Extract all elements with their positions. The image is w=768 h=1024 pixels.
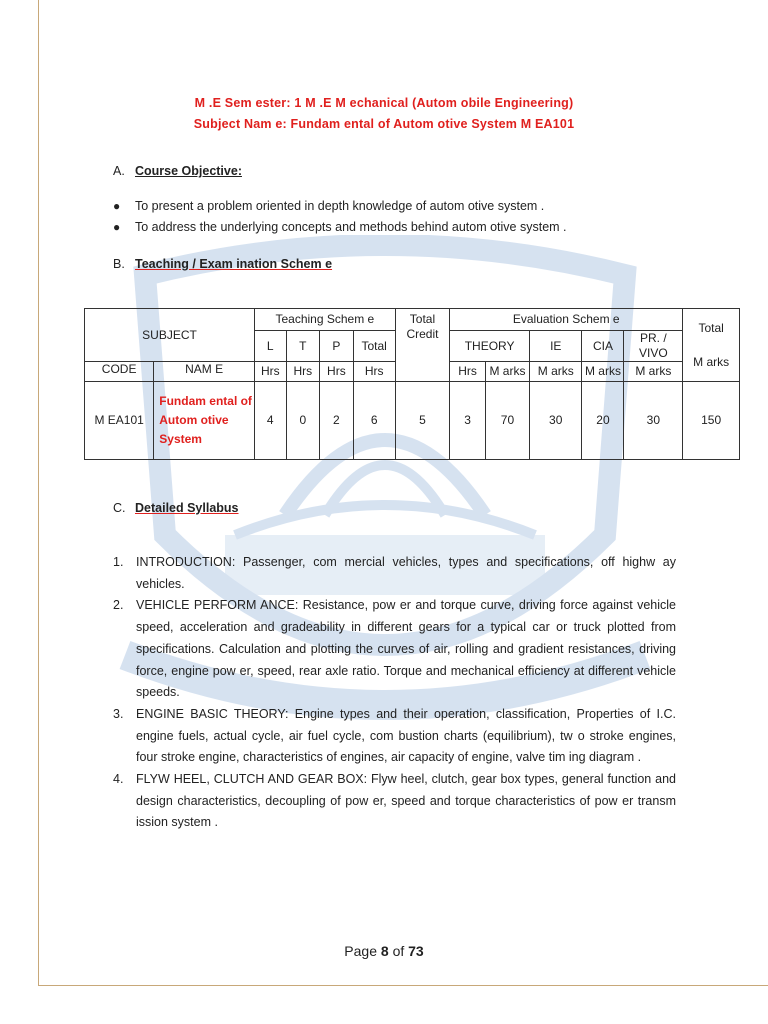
objective-text: To present a problem oriented in depth knowledge of autom otive system . [135, 199, 545, 213]
section-c-title: Detailed Syllabus [135, 501, 239, 515]
row-p: 2 [320, 382, 354, 460]
row-name: Fundam ental of Autom otive System [154, 382, 255, 460]
page-current: 8 [380, 943, 389, 959]
item-text: ENGINE BASIC THEORY: Engine types and their operation, classification, Properties of I.C. engine fuels, actual cycle, air fuel cycle, com bustion charts (equilibrium), tw o stroke engines, four stroke engine, characteristics of engines, air capacity of engine, valve tim ing diagram . [136, 706, 676, 765]
total-marks-header [683, 309, 740, 382]
row-credit: 5 [395, 382, 450, 460]
syllabus-list [113, 552, 676, 834]
row-cia: 20 [582, 382, 624, 460]
page-word: Page [344, 943, 377, 959]
marks-cia: M arks [582, 362, 624, 382]
section-b-heading [113, 257, 332, 271]
list-item [113, 552, 676, 595]
item-number: 2. [113, 598, 124, 613]
col-total: Total [353, 331, 395, 362]
row-ie: 30 [530, 382, 582, 460]
section-b-title: Teaching / Exam ination Schem e [135, 257, 333, 271]
row-code: M EA101 [85, 382, 154, 460]
list-item [113, 704, 676, 769]
row-theory-marks: 70 [485, 382, 529, 460]
col-pr-vivo: PR. / VIVO [624, 331, 683, 362]
col-t: T [286, 331, 320, 362]
bullet-icon: ● [113, 220, 121, 234]
section-a-heading [113, 164, 242, 178]
col-p: P [320, 331, 354, 362]
item-text: FLYW HEEL, CLUTCH AND GEAR BOX: Flyw heel, clutch, gear box types, general function and design characteristics, decoupling of pow er, speed and torque characteristics of pow er transm ission system . [136, 772, 676, 830]
hrs-p: Hrs [320, 362, 354, 382]
page-footer [0, 943, 768, 959]
code-header: CODE [85, 362, 154, 382]
header-line-1: M .E Sem ester: 1 M .E M echanical (Autom obile Engineering) [194, 96, 574, 110]
bullet-icon: ● [113, 199, 121, 213]
col-l: L [255, 331, 286, 362]
item-number: 3. [113, 706, 124, 721]
evaluation-scheme-header: Evaluation Schem e [450, 309, 683, 331]
subject-header: SUBJECT [85, 309, 255, 362]
hrs-l: Hrs [255, 362, 286, 382]
section-a-letter: A. [113, 164, 125, 178]
list-item [113, 196, 567, 217]
marks-pr: M arks [624, 362, 683, 382]
row-t: 0 [286, 382, 320, 460]
item-number: 4. [113, 772, 124, 787]
hrs-t: Hrs [286, 362, 320, 382]
list-item [113, 595, 676, 704]
row-theory-hrs: 3 [450, 382, 486, 460]
col-theory: THEORY [450, 331, 530, 362]
item-number: 1. [113, 555, 124, 569]
teaching-scheme-header: Teaching Schem e [255, 309, 396, 331]
section-b-letter: B. [113, 257, 125, 271]
list-item [113, 217, 567, 238]
col-cia: CIA [582, 331, 624, 362]
row-total: 6 [353, 382, 395, 460]
total-label: Total [698, 320, 724, 335]
total-credit-header: Total Credit [395, 309, 450, 382]
hrs-total: Hrs [353, 362, 395, 382]
name-header: NAM E [154, 362, 255, 382]
item-text: INTRODUCTION: Passenger, com mercial vehicles, types and specifications, off highw ay vehicles. [136, 555, 676, 591]
table-row [85, 382, 740, 460]
section-c-heading [113, 501, 239, 515]
row-l: 4 [255, 382, 286, 460]
list-item [113, 769, 676, 834]
item-text: VEHICLE PERFORM ANCE: Resistance, pow er and torque curve, driving force against vehicle speed, acceleration and gradeability in different gears for a typical car or truck plotted from specifications. Calculation and plotting the curves of air, rolling and gradient resistances, driving force, engine pow er, speed, rear axle ratio. Torque and mechanical efficiency at different vehicle speeds. [136, 598, 676, 700]
section-c-letter: C. [113, 501, 126, 515]
marks-theory: M arks [485, 362, 529, 382]
objective-list [113, 196, 567, 238]
scheme-table [84, 308, 740, 460]
hrs-theory: Hrs [450, 362, 486, 382]
row-total-marks: 150 [683, 382, 740, 460]
page-total: 73 [408, 943, 424, 959]
marks-label: M arks [693, 354, 730, 369]
page-of: of [392, 943, 405, 959]
objective-text: To address the underlying concepts and methods behind autom otive system . [135, 220, 567, 234]
col-ie: IE [530, 331, 582, 362]
section-a-title: Course Objective: [135, 164, 242, 178]
header-line-2: Subject Nam e: Fundam ental of Autom otive System M EA101 [193, 117, 575, 131]
marks-ie: M arks [530, 362, 582, 382]
row-pr: 30 [624, 382, 683, 460]
